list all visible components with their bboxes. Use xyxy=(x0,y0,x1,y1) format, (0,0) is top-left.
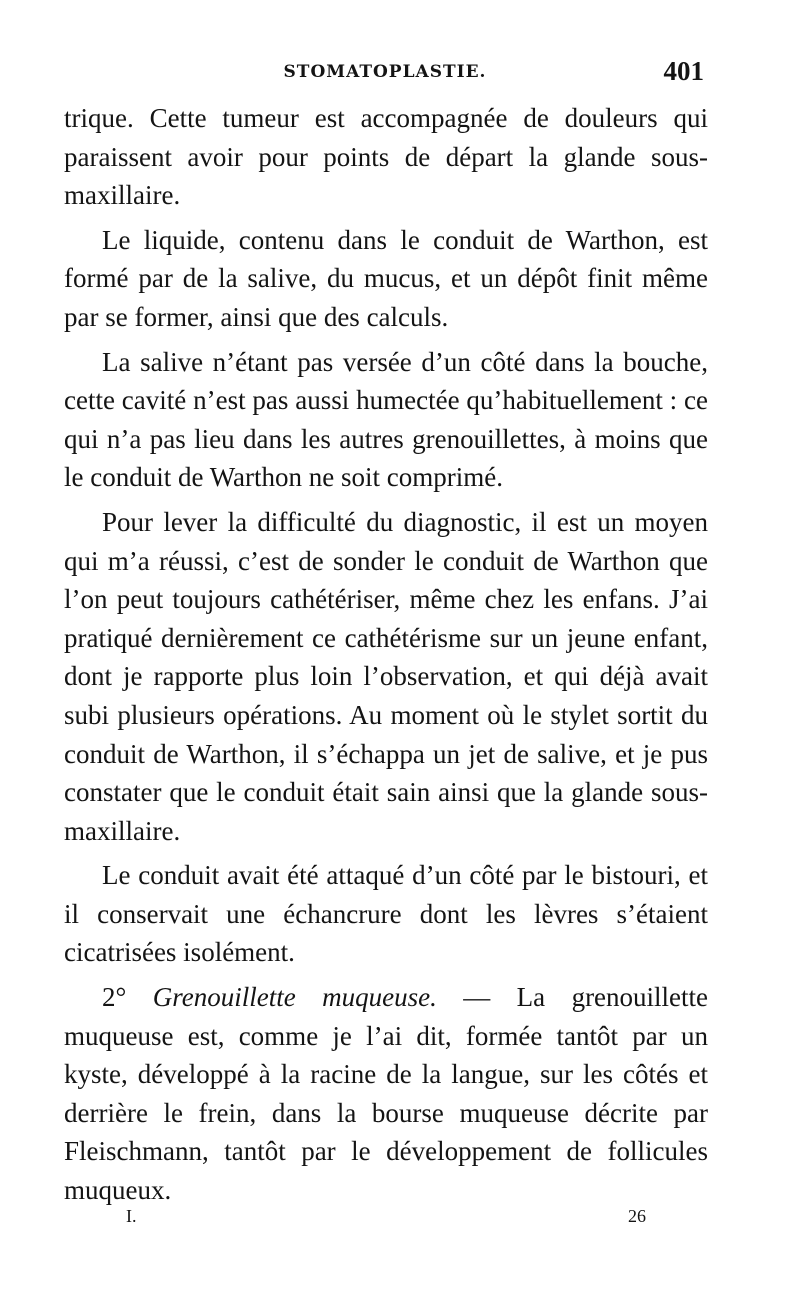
body-text xyxy=(64,99,708,1216)
paragraph-2: Le liquide, contenu dans le conduit de Warthon, est formé par de la salive, du mucus, et un dépôt finit même par se former, ainsi que des calculs. xyxy=(64,224,708,332)
paragraph-4: Pour lever la difficulté du diagnostic, il est un moyen qui m’a réussi, c’est de sonder le conduit de Warthon que l’on peut toujours cathétériser, même chez les enfans. J’ai pratiqué dernièrement ce cathétérisme sur un jeune enfant, dont je rapporte plus loin l’observation, et qui déjà avait subi plusieurs opérations. Au moment où le stylet sortit du conduit de Warthon, il s’échappa un jet de salive, et je pus constater que le conduit était sain ainsi que la glande sous-maxillaire. xyxy=(64,506,708,846)
section-heading: Grenouillette muqueuse. xyxy=(152,982,437,1013)
paragraph-6-text: — La grenouillette muqueuse est, comme je l’ai dit, formée tantôt par un kyste, développé à la racine de la langue, sur les côtés et derrière le frein, dans la bourse muqueuse décrite par Fleischmann, tantôt par le développement de follicules muqueux. xyxy=(64,982,709,1206)
section-number: 2° xyxy=(102,982,127,1013)
paragraph-6 xyxy=(64,978,708,1210)
paragraph-1: trique. Cette tumeur est accompagnée de douleurs qui paraissent avoir pour points de départ la glande sous-maxillaire. xyxy=(64,103,708,211)
signature-mark: I. xyxy=(126,1206,137,1226)
page-footer xyxy=(126,1206,646,1232)
running-head xyxy=(60,56,710,90)
paragraph-3: La salive n’étant pas versée d’un côté dans la bouche, cette cavité n’est pas aussi humectée qu’habituellement : ce qui n’a pas lieu dans les autres grenouillettes, à moins que le conduit de Warthon ne soit comprimé. xyxy=(64,346,708,493)
running-title: STOMATOPLASTIE. xyxy=(283,62,487,82)
signature-number: 26 xyxy=(628,1206,646,1226)
paragraph-5: Le conduit avait été attaqué d’un côté par le bistouri, et il conservait une échancrure dont les lèvres s’étaient cicatrisées isolément. xyxy=(64,860,708,968)
page-number: 401 xyxy=(663,56,704,86)
